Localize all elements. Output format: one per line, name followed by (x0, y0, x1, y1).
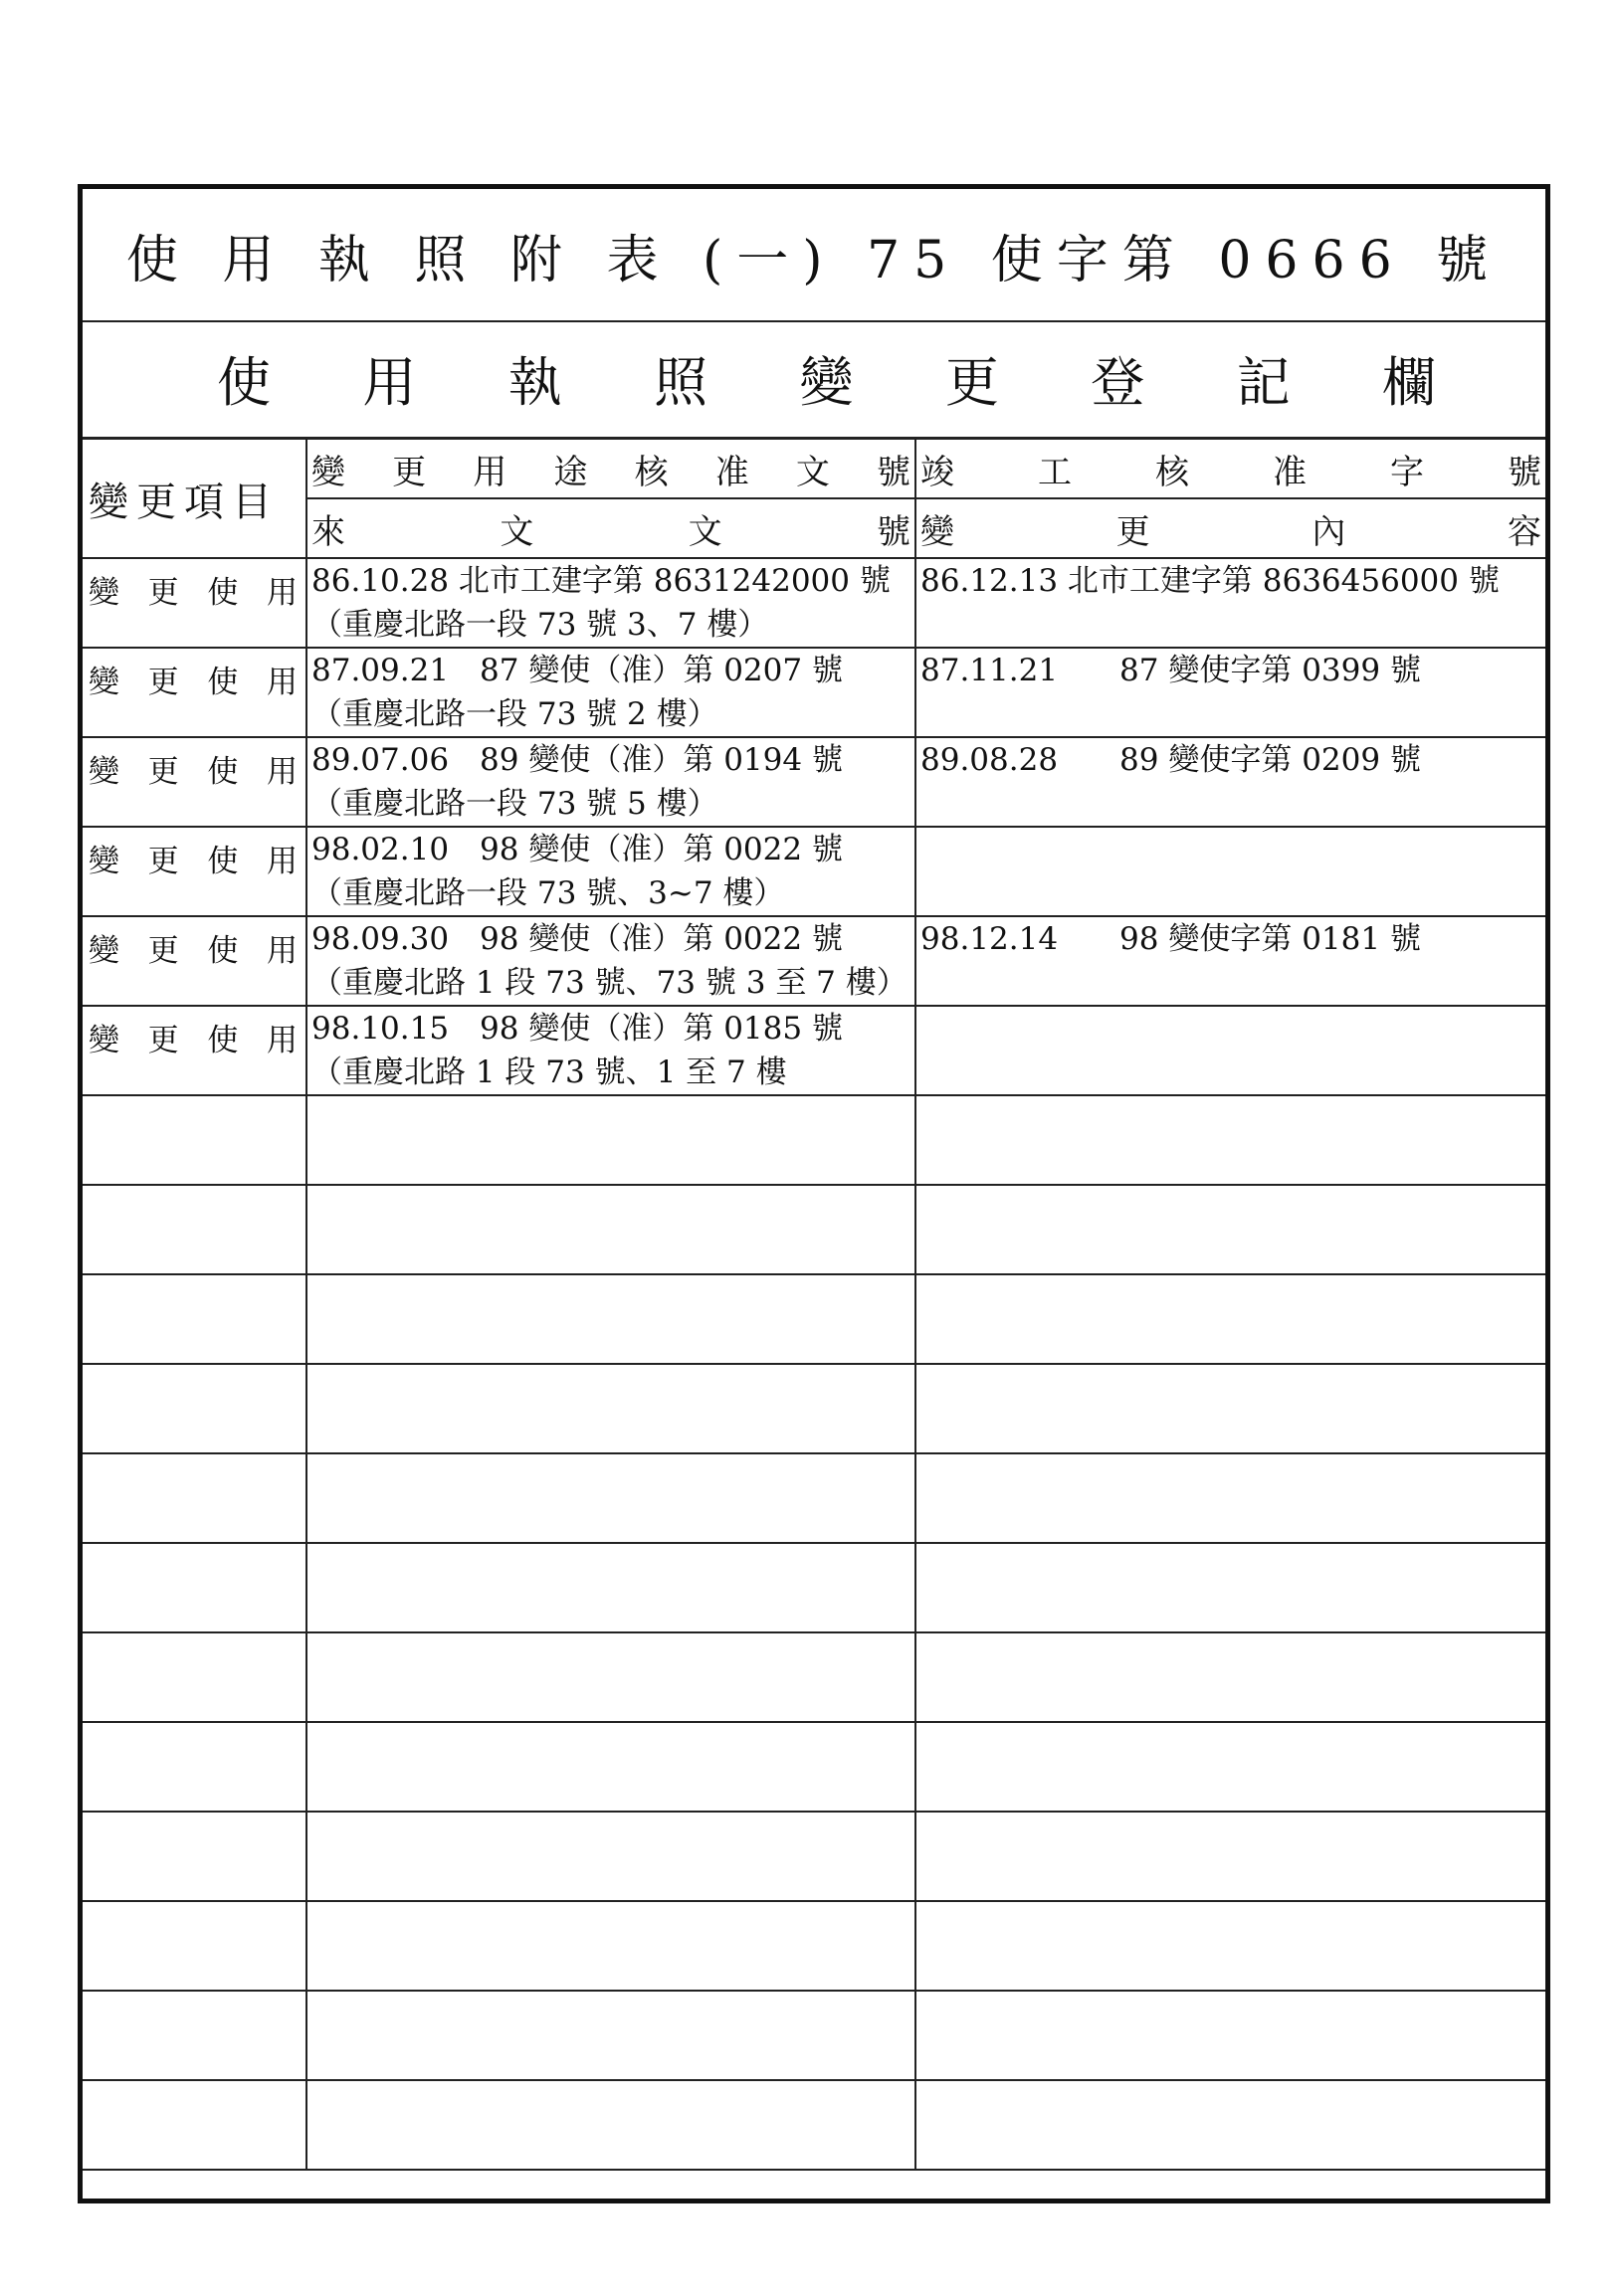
empty-cell (915, 1991, 1545, 2080)
approval-line-2: （重慶北路 1 段 73 號、1 至 7 樓 (311, 1054, 787, 1090)
header-char: 號 (876, 511, 910, 552)
item-char: 使 (207, 933, 239, 969)
empty-cell (306, 1185, 915, 1274)
subtitle-char: 用 (362, 351, 417, 414)
empty-cell (915, 1274, 1545, 1364)
empty-cell (306, 1991, 915, 2080)
header-char: 核 (634, 452, 669, 492)
empty-cell (915, 1095, 1545, 1185)
completion-cell (915, 916, 1545, 1006)
item-char: 使 (207, 575, 239, 611)
item-char: 變 (89, 844, 119, 879)
change-item-cell (83, 558, 306, 648)
change-item-cell (83, 827, 306, 916)
item-char: 用 (266, 933, 298, 969)
empty-cell (306, 2080, 915, 2170)
completion-text: 98.12.14 98 變使字第 0181 號 (920, 921, 1421, 957)
item-char: 更 (147, 933, 179, 969)
approval-line-1: 98.10.15 98 變使（准）第 0185 號 (311, 1011, 843, 1047)
empty-cell (306, 1095, 915, 1185)
approval-line-1: 89.07.06 89 變使（准）第 0194 號 (311, 742, 843, 778)
approval-doc-cell (306, 916, 915, 1006)
empty-cell (306, 1543, 915, 1632)
approval-line-2: （重慶北路一段 73 號、3~7 樓） (311, 875, 785, 911)
change-item-cell (83, 1006, 306, 1095)
table-row (83, 916, 1545, 1006)
item-char: 使 (207, 1023, 239, 1058)
completion-text: 87.11.21 87 變使字第 0399 號 (920, 653, 1421, 688)
empty-cell (915, 1543, 1545, 1632)
header-char: 竣 (920, 452, 954, 492)
empty-cell (83, 2080, 306, 2170)
empty-cell (306, 1274, 915, 1364)
empty-cell (83, 1453, 306, 1543)
item-char: 更 (147, 754, 179, 790)
header-row-top (83, 440, 1545, 498)
header-char: 號 (1508, 452, 1541, 492)
header-char: 文 (795, 452, 830, 492)
header-char: 工 (1038, 452, 1072, 492)
header-char: 內 (1312, 511, 1346, 552)
empty-cell (83, 1722, 306, 1812)
header-char: 容 (1507, 511, 1541, 552)
item-char: 更 (147, 844, 179, 879)
empty-cell (915, 1185, 1545, 1274)
approval-doc-cell (306, 737, 915, 827)
empty-cell (306, 1364, 915, 1453)
subtitle-char: 欄 (1382, 351, 1436, 414)
empty-cell (306, 1632, 915, 1722)
header-char: 准 (714, 452, 749, 492)
approval-line-2: （重慶北路一段 73 號 3、7 樓） (311, 607, 769, 643)
item-char: 更 (147, 575, 179, 611)
completion-text (916, 1007, 1545, 1051)
header-char: 文 (688, 511, 722, 552)
item-char: 變 (89, 665, 119, 700)
completion-text (916, 828, 1545, 871)
empty-row (83, 1722, 1545, 1812)
item-char: 用 (266, 754, 298, 790)
empty-cell (915, 1901, 1545, 1991)
header-completion-number (915, 440, 1545, 498)
empty-cell (83, 1364, 306, 1453)
empty-cell (915, 1812, 1545, 1901)
empty-cell (306, 1901, 915, 1991)
empty-row (83, 1274, 1545, 1364)
empty-cell (83, 1812, 306, 1901)
empty-cell (915, 2080, 1545, 2170)
header-char: 文 (500, 511, 534, 552)
item-char: 使 (207, 665, 239, 700)
completion-cell (915, 737, 1545, 827)
empty-cell (306, 1453, 915, 1543)
item-char: 用 (266, 844, 298, 879)
completion-cell (915, 648, 1545, 737)
header-change-item: 變更項目 (83, 440, 306, 558)
item-char: 更 (147, 665, 179, 700)
empty-row (83, 2080, 1545, 2170)
header-char: 號 (876, 452, 910, 492)
empty-cell (83, 1543, 306, 1632)
header-char: 途 (553, 452, 588, 492)
header-char: 用 (473, 452, 507, 492)
header-char: 來 (311, 511, 345, 552)
change-item-cell (83, 648, 306, 737)
approval-line-1: 98.02.10 98 變使（准）第 0022 號 (311, 832, 843, 867)
approval-doc-cell (306, 1006, 915, 1095)
header-char: 字 (1390, 452, 1424, 492)
form-subtitle-row (83, 320, 1545, 440)
empty-row (83, 1812, 1545, 1901)
subtitle-char: 執 (507, 351, 562, 414)
approval-doc-cell (306, 827, 915, 916)
header-approval-doc-number (306, 440, 915, 498)
subtitle-char: 登 (1091, 351, 1145, 414)
empty-row (83, 1991, 1545, 2080)
item-char: 變 (89, 1023, 119, 1058)
item-char: 用 (266, 1023, 298, 1058)
approval-line-1: 86.10.28 北市工建字第 8631242000 號 (311, 563, 891, 599)
empty-cell (306, 1722, 915, 1812)
empty-row (83, 1185, 1545, 1274)
completion-text: 86.12.13 北市工建字第 8636456000 號 (920, 563, 1500, 599)
header-char: 更 (1115, 511, 1150, 552)
subtitle-char: 使 (217, 351, 271, 414)
empty-cell (915, 1453, 1545, 1543)
header-incoming-doc-number (306, 498, 915, 558)
license-form-frame (78, 184, 1550, 2203)
subtitle-char: 變 (799, 351, 854, 414)
empty-cell (83, 1901, 306, 1991)
approval-line-1: 87.09.21 87 變使（准）第 0207 號 (311, 653, 843, 688)
item-char: 使 (207, 844, 239, 879)
header-char: 變 (311, 452, 345, 492)
item-char: 更 (147, 1023, 179, 1058)
header-char: 變 (920, 511, 954, 552)
header-change-content (915, 498, 1545, 558)
table-row (83, 827, 1545, 916)
table-row (83, 737, 1545, 827)
empty-cell (915, 1722, 1545, 1812)
item-char: 變 (89, 575, 119, 611)
empty-cell (83, 1274, 306, 1364)
empty-row (83, 1364, 1545, 1453)
approval-line-2: （重慶北路一段 73 號 2 樓） (311, 696, 718, 732)
empty-row (83, 1901, 1545, 1991)
empty-cell (83, 1632, 306, 1722)
subtitle-char: 照 (654, 351, 708, 414)
empty-row (83, 1453, 1545, 1543)
empty-cell (83, 1991, 306, 2080)
completion-text: 89.08.28 89 變使字第 0209 號 (920, 742, 1421, 778)
approval-line-1: 98.09.30 98 變使（准）第 0022 號 (311, 921, 843, 957)
item-char: 用 (266, 665, 298, 700)
approval-line-2: （重慶北路 1 段 73 號、73 號 3 至 7 樓） (311, 965, 908, 1001)
empty-cell (306, 1812, 915, 1901)
empty-cell (915, 1364, 1545, 1453)
subtitle-char: 更 (944, 351, 999, 414)
subtitle-char: 記 (1236, 351, 1291, 414)
form-title-row (83, 189, 1545, 322)
empty-cell (83, 1185, 306, 1274)
table-row (83, 648, 1545, 737)
change-registry-table (83, 440, 1545, 2171)
item-char: 使 (207, 754, 239, 790)
form-title: 使 用 執 照 附 表 (一) 75 使字第 0666 號 (125, 230, 1503, 290)
change-item-cell (83, 916, 306, 1006)
completion-cell (915, 827, 1545, 916)
approval-doc-cell (306, 648, 915, 737)
empty-row (83, 1543, 1545, 1632)
item-char: 變 (89, 933, 119, 969)
header-char: 核 (1155, 452, 1189, 492)
table-row (83, 558, 1545, 648)
header-char: 准 (1273, 452, 1307, 492)
completion-cell (915, 1006, 1545, 1095)
header-char: 更 (392, 452, 427, 492)
completion-cell (915, 558, 1545, 648)
empty-cell (83, 1095, 306, 1185)
approval-line-2: （重慶北路一段 73 號 5 樓） (311, 786, 718, 822)
empty-row (83, 1632, 1545, 1722)
empty-row (83, 1095, 1545, 1185)
table-row (83, 1006, 1545, 1095)
change-item-cell (83, 737, 306, 827)
item-char: 用 (266, 575, 298, 611)
item-char: 變 (89, 754, 119, 790)
approval-doc-cell (306, 558, 915, 648)
empty-cell (915, 1632, 1545, 1722)
